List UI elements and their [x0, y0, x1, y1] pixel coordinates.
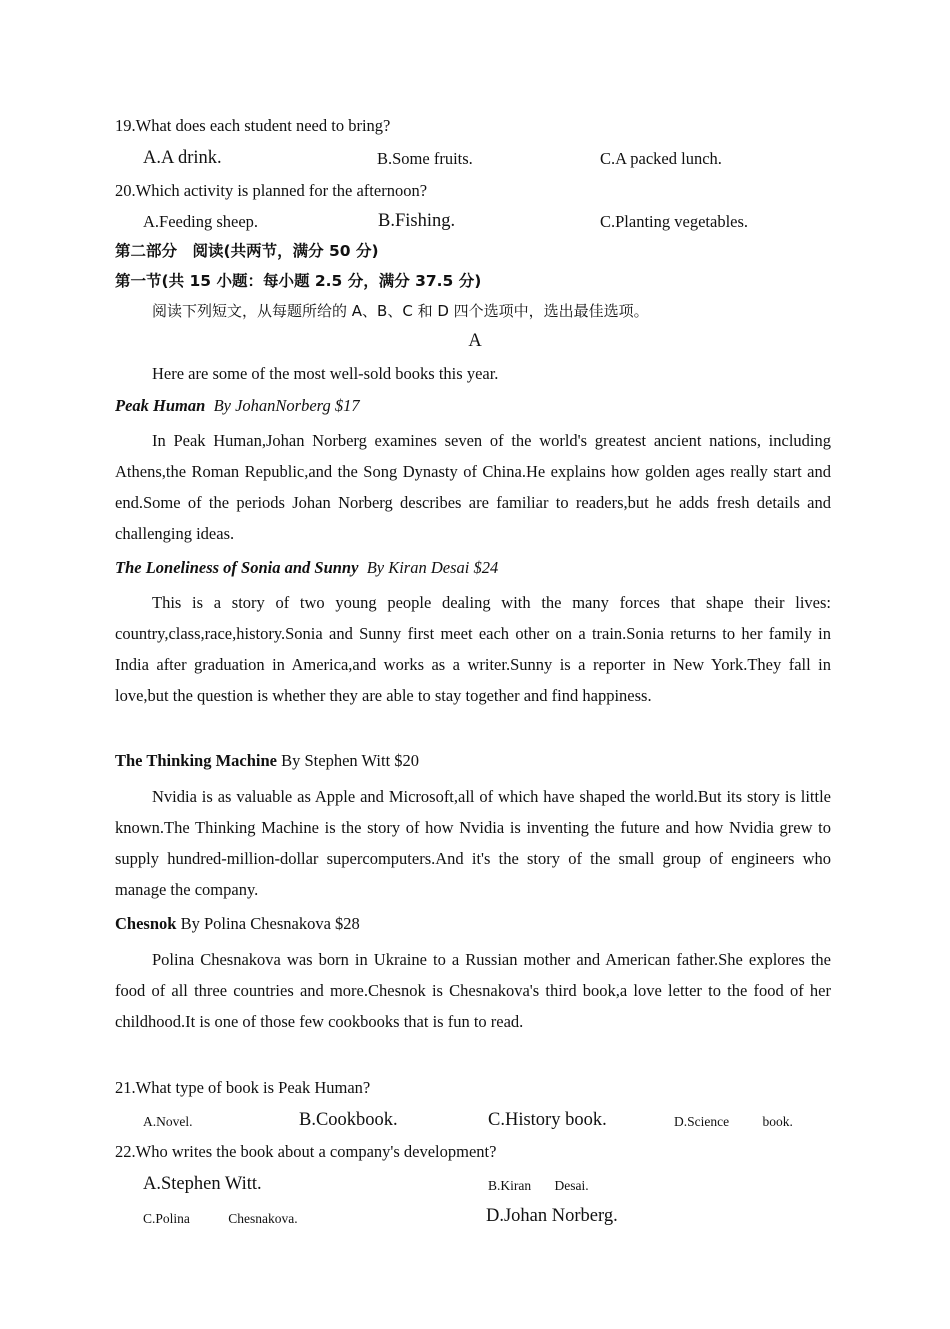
q21-option-a: A.Novel. — [143, 1114, 193, 1129]
book-heading-peak-human — [115, 395, 360, 417]
book-byline: By Polina Chesnakova $28 — [180, 914, 360, 933]
book-description-thinking-machine: Nvidia is as valuable as Apple and Microsoft,all of which have shaped the world.But its story is little known.The Thinking Machine is the story of how Nvidia is inventing the future and how Nvidia grew to supply hundred-million-dollar supercomputers.And it's the story of the small group of engineers who manage the company. — [115, 787, 831, 899]
q22-option-b: B.Kiran Desai. — [488, 1178, 589, 1193]
book-description-loneliness: This is a story of two young people dealing with the many forces that shape their lives: country,class,race,history.Sonia and Sunny first meet each other on a train.Sonia returns to her family in India after graduation in America,and works as a writer.Sunny is a reporter in New York.They fall in love,but the question is whether they are able to stay together and find happiness. — [115, 593, 831, 705]
book-byline: By JohanNorberg $17 — [213, 396, 360, 415]
passage-intro: Here are some of the most well-sold books this year. — [152, 364, 499, 383]
passage-label: A — [468, 331, 482, 351]
q20-option-c: C.Planting vegetables. — [600, 212, 749, 231]
q19-option-a: A.A drink. — [143, 148, 222, 168]
q21-option-d: D.Science book. — [674, 1114, 793, 1129]
q22-option-c: C.Polina Chesnakova. — [143, 1211, 298, 1226]
book-description-chesnok: Polina Chesnakova was born in Ukraine to a Russian mother and American father.She explores the food of all three countries and more.Chesnok is Chesnakova's third book,a love letter to the food of her childhood.It is one of those few cookbooks that is fun to read. — [115, 950, 831, 1031]
book-byline: By Stephen Witt $20 — [281, 751, 420, 770]
book-heading-thinking-machine — [115, 750, 419, 772]
book-heading-chesnok — [115, 913, 360, 935]
book-title: Peak Human — [115, 396, 206, 415]
q22-option-a: A.Stephen Witt. — [143, 1174, 262, 1194]
q20-option-a: A.Feeding sheep. — [143, 212, 259, 231]
book-heading-loneliness — [115, 557, 498, 579]
q21-option-c: C.History book. — [488, 1110, 607, 1130]
book-title: Chesnok — [115, 914, 177, 933]
part2-heading: 第二部分 阅读(共两节，满分 50 分) — [115, 242, 379, 260]
q20-option-b: B.Fishing. — [378, 211, 456, 231]
question-22: 22.Who writes the book about a company's development? — [115, 1142, 497, 1161]
question-21: 21.What type of book is Peak Human? — [115, 1078, 371, 1097]
question-20: 20.Which activity is planned for the afternoon? — [115, 181, 428, 200]
q19-option-c: C.A packed lunch. — [600, 149, 722, 168]
reading-instruction: 阅读下列短文，从每题所给的 A、B、C 和 D 四个选项中，选出最佳选项。 — [152, 302, 649, 320]
q19-option-b: B.Some fruits. — [377, 149, 473, 168]
q22-option-d: D.Johan Norberg. — [486, 1206, 618, 1226]
section1-heading: 第一节(共 15 小题：每小题 2.5 分，满分 37.5 分) — [115, 272, 482, 290]
book-byline: By Kiran Desai $24 — [366, 558, 499, 577]
book-description-peak-human: In Peak Human,Johan Norberg examines seven of the world's greatest ancient nations, including Athens,the Roman Republic,and the Song Dynasty of China.He explains how golden ages really start and end.Some of the periods Johan Norberg describes are familiar to readers,but he adds fresh details and challenging ideas. — [115, 431, 831, 543]
question-19: 19.What does each student need to bring? — [115, 116, 391, 135]
book-title: The Thinking Machine — [115, 751, 277, 770]
q21-option-b: B.Cookbook. — [299, 1110, 398, 1130]
book-title: The Loneliness of Sonia and Sunny — [115, 558, 359, 577]
